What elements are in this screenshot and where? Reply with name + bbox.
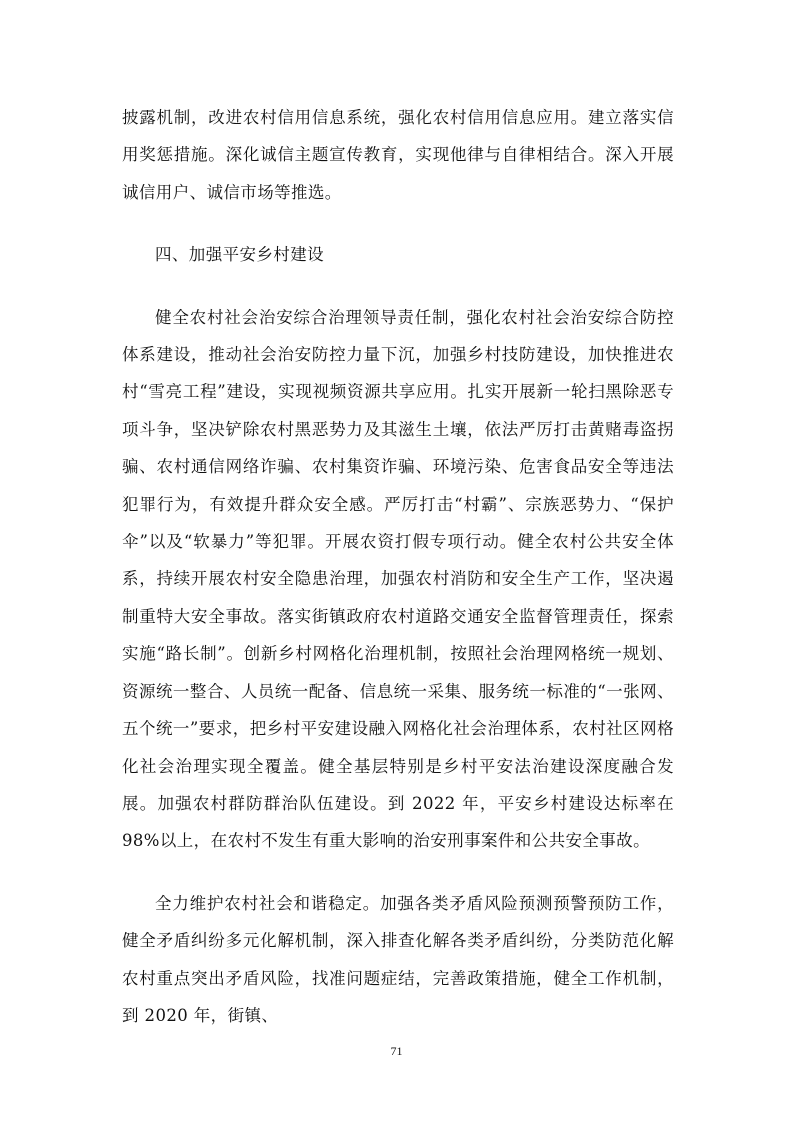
section-heading: 四、加强平安乡村建设 (155, 245, 324, 265)
body-paragraph: 全力维护农村社会和谐稳定。加强各类矛盾风险预测预警预防工作，健全矛盾纠纷多元化解机制，深入排查化解各类矛盾纠纷，分类防范化解农村重点突出矛盾风险，找准问题症结，完善政策措施，健全工作机制，到 2020 年，街镇、 (122, 893, 674, 1025)
body-paragraph: 披露机制，改进农村信用信息系统，强化农村信用信息应用。建立落实信用奖惩措施。深化诚信主题宣传教育，实现他律与自律相结合。深入开展诚信用户、诚信市场等推选。 (122, 108, 674, 202)
page-number: 71 (390, 1044, 403, 1058)
document-body (122, 99, 674, 1034)
body-paragraph: 健全农村社会治安综合治理领导责任制，强化农村社会治安综合防控体系建设，推动社会治安防控力量下沉，加强乡村技防建设，加快推进农村“雪亮工程”建设，实现视频资源共享应用。扎实开展新一轮扫黑除恶专项斗争，坚决铲除农村黑恶势力及其滋生土壤，依法严厉打击黄赌毒盗拐骗、农村通信网络诈骗、农村集资诈骗、环境污染、危害食品安全等违法犯罪行为，有效提升群众安全感。严厉打击“村霸”、宗族恶势力、“保护伞”以及“软暴力”等犯罪。开展农资打假专项行动。健全农村公共安全体系，持续开展农村安全隐患治理，加强农村消防和安全生产工作，坚决遏制重特大安全事故。落实街镇政府农村道路交通安全监督管理责任，探索实施“路长制”。创新乡村网格化治理机制，按照社会治理网格统一规划、资源统一整合、人员统一配备、信息统一采集、服务统一标准的“一张网、五个统一”要求，把乡村平安建设融入网格化社会治理体系，农村社区网格化社会治理实现全覆盖。健全基层特别是乡村平安法治建设深度融合发展。加强农村群防群治队伍建设。到 2022 年，平安乡村建设达标率在 98%以上，在农村不发生有重大影响的治安刑事案件和公共安全事故。 (122, 307, 674, 851)
